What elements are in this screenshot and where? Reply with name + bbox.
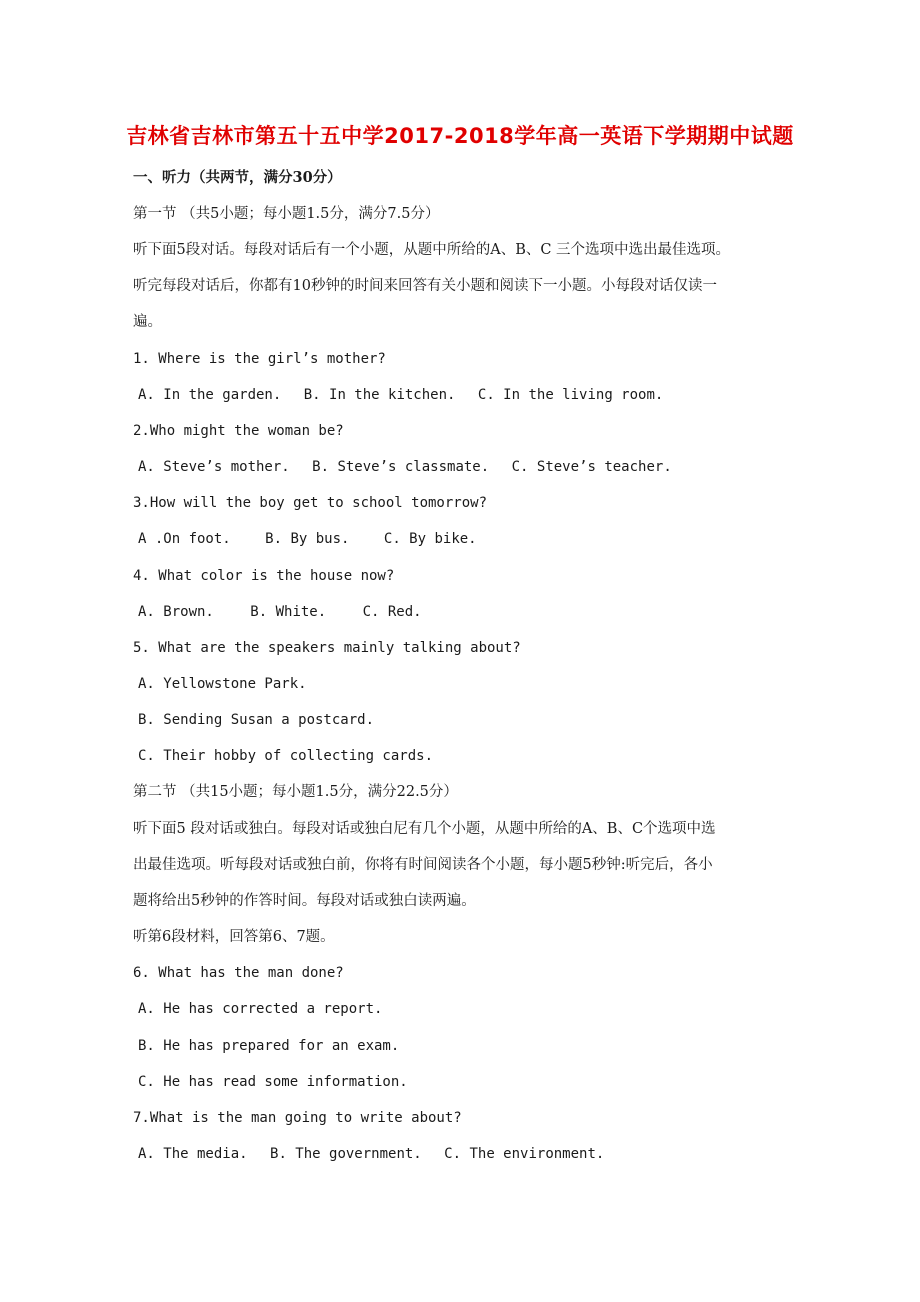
option-a: A. Yellowstone Park. <box>138 676 307 692</box>
part2-instruction-line: 题将给出5秒钟的作答时间。每段对话或独白读两遍。 <box>133 893 476 909</box>
option-b: B. Sending Susan a postcard. <box>138 712 375 728</box>
option-b: B. The government. <box>270 1146 422 1162</box>
question-5: 5. What are the speakers mainly talking about? <box>133 640 521 656</box>
part1-instruction-line: 遍。 <box>133 314 162 330</box>
option-c: C. He has read some information. <box>138 1074 408 1090</box>
question-2-options <box>138 457 803 477</box>
part1-heading: 第一节 （共5小题；每小题1.5分，满分7.5分） <box>133 206 440 222</box>
part2-instruction-line: 听下面5 段对话或独白。每段对话或独白尼有几个小题，从题中所给的A、B、C个选项中选 <box>133 821 716 837</box>
section-heading: 一、听力（共两节，满分30分） <box>133 169 342 186</box>
question-3: 3.How will the boy get to school tomorrow? <box>133 495 488 511</box>
question-1-options <box>138 385 803 405</box>
option-c: C. Their hobby of collecting cards. <box>138 748 434 764</box>
option-c: C. Steve’s teacher. <box>511 459 672 475</box>
part2-instruction-line: 出最佳选项。听每段对话或独白前，你将有时间阅读各个小题，每小题5秒钟:听完后，各小 <box>133 857 713 873</box>
question-7-options <box>138 1144 803 1164</box>
option-b: B. White. <box>250 604 327 620</box>
option-a: A. In the garden. <box>138 387 282 403</box>
option-c: C. The environment. <box>444 1146 605 1162</box>
part1-instruction-line: 听下面5段对话。每段对话后有一个小题，从题中所给的A、B、C 三个选项中选出最佳选项。 <box>133 242 731 258</box>
option-a: A. Steve’s mother. <box>138 459 290 475</box>
question-4: 4. What color is the house now? <box>133 568 395 584</box>
option-a: A. He has corrected a report. <box>138 1001 383 1017</box>
part1-instruction-line: 听完每段对话后，你都有10秒钟的时间来回答有关小题和阅读下一小题。小每段对话仅读一 <box>133 278 717 294</box>
option-b: B. By bus. <box>265 531 350 547</box>
question-7: 7.What is the man going to write about? <box>133 1110 462 1126</box>
option-a: A. Brown. <box>138 604 214 620</box>
material-6-note: 听第6段材料，回答第6、7题。 <box>133 929 335 945</box>
option-a: A. The media. <box>138 1146 248 1162</box>
exam-title: 吉林省吉林市第五十五中学2017-2018学年高一英语下学期期中试题 <box>126 124 794 148</box>
option-b: B. Steve’s classmate. <box>312 459 490 475</box>
option-a: A .On foot. <box>138 531 231 547</box>
option-c: C. In the living room. <box>477 387 664 403</box>
option-c: C. Red. <box>362 604 422 620</box>
option-b: B. He has prepared for an exam. <box>138 1038 400 1054</box>
question-4-options <box>138 602 803 622</box>
question-1: 1. Where is the girl’s mother? <box>133 351 386 367</box>
question-3-options <box>138 529 803 549</box>
question-6: 6. What has the man done? <box>133 965 344 981</box>
question-2: 2.Who might the woman be? <box>133 423 344 439</box>
option-b: B. In the kitchen. <box>303 387 456 403</box>
part2-heading: 第二节 （共15小题；每小题1.5分，满分22.5分） <box>133 784 458 800</box>
option-c: C. By bike. <box>383 531 477 547</box>
